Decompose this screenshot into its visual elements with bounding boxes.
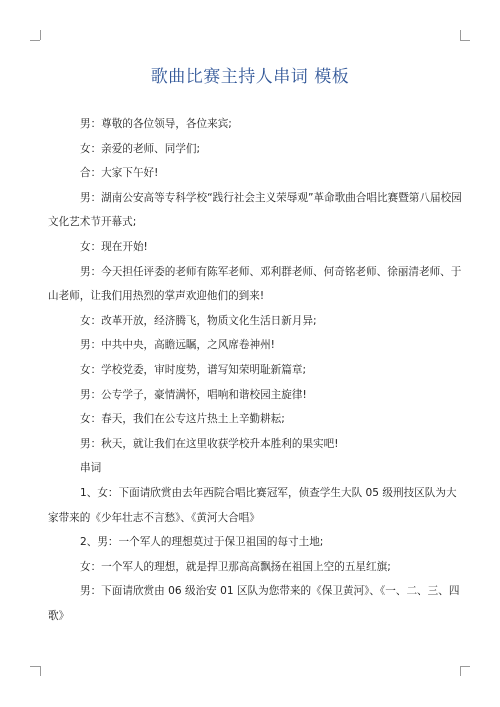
paragraph: 男：中共中央，高瞻远瞩，之风席卷神州! [80, 339, 275, 352]
crop-mark [40, 666, 41, 676]
crop-mark [460, 30, 461, 40]
crop-mark [40, 30, 41, 40]
page-title: 歌曲比赛主持人串词 模板 [150, 67, 350, 87]
paragraph: 男：今天担任评委的老师有陈军老师、邓利群老师、何奇铭老师、徐丽清老师、于山老师，让我们用热烈的掌声欢迎他们的到来! [48, 265, 462, 303]
crop-mark [30, 40, 40, 41]
paragraph: 2、男：一个军人的理想莫过于保卫祖国的每寸土地; [80, 536, 324, 549]
section-heading: 串词 [80, 462, 102, 475]
crop-mark [460, 666, 470, 667]
paragraph: 1、女：下面请欣赏由去年西院合唱比赛冠军，侦查学生大队 05 级刑技区队为大家带来的《少年壮志不言愁》、《黄河大合唱》 [48, 486, 457, 524]
document-body [48, 112, 466, 628]
paragraph: 男：公专学子，豪情满怀，唱响和谐校园主旋律! [80, 388, 307, 401]
paragraph: 男：下面请欣赏由 06 级治安 01 区队为您带来的《保卫黄河》、《一、二、三、四歌》 [48, 585, 460, 622]
paragraph: 女：亲爱的老师、同学们; [80, 142, 201, 155]
paragraph: 合：大家下午好! [80, 167, 159, 180]
paragraph: 男：湖南公安高等专科学校“践行社会主义荣辱观”革命歌曲合唱比赛暨第八届校园文化艺术节开幕式; [48, 191, 462, 229]
paragraph: 女：春天，我们在公专这片热土上辛勤耕耘; [80, 413, 285, 426]
paragraph: 男：秋天，就让我们在这里收获学校升本胜利的果实吧! [80, 437, 339, 450]
crop-mark [460, 40, 470, 41]
paragraph: 女：现在开始! [80, 240, 148, 253]
crop-mark [460, 666, 461, 676]
paragraph: 女：改革开放，经济腾飞，物质文化生活日新月异; [80, 314, 317, 327]
paragraph: 男：尊敬的各位领导，各位来宾; [80, 118, 232, 130]
paragraph: 女：学校党委，审时度势，谱写知荣明耻新篇章; [80, 363, 307, 376]
paragraph: 女：一个军人的理想，就是捍卫那高高飘扬在祖国上空的五星红旗; [80, 560, 391, 573]
crop-mark [30, 666, 40, 667]
